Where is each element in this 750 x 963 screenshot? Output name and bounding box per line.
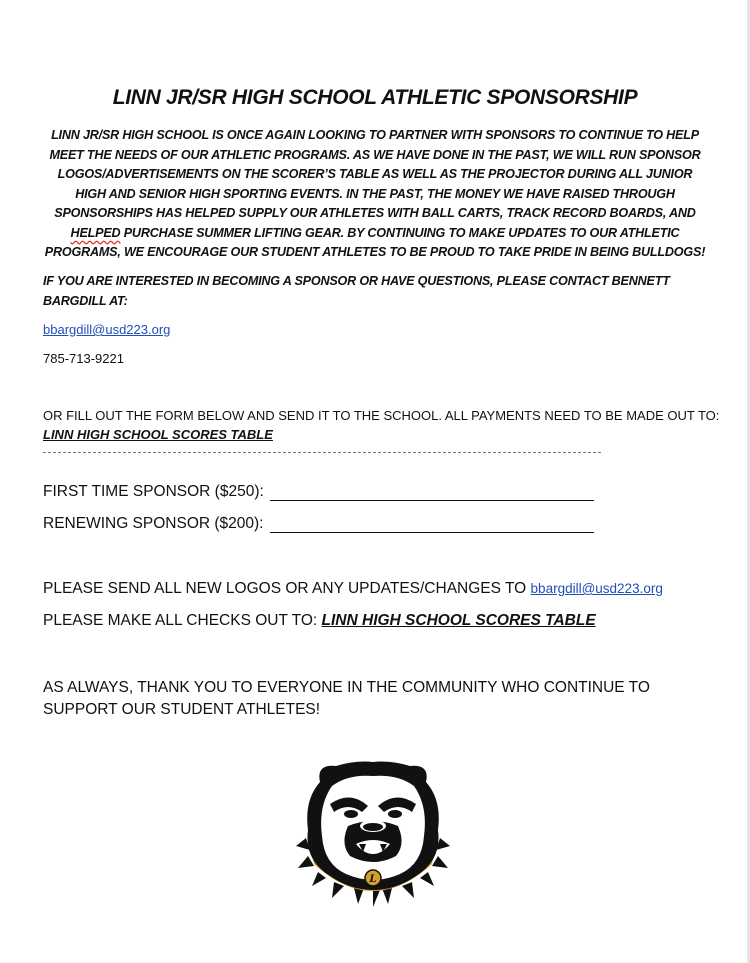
first-time-sponsor-blank[interactable]: [270, 486, 594, 501]
renewing-sponsor-blank[interactable]: [270, 518, 594, 533]
send-updates-line: [43, 580, 663, 598]
fill-out-instructions: [43, 406, 723, 444]
first-time-sponsor-label: FIRST TIME SPONSOR ($250):: [43, 483, 264, 500]
bulldog-mascot-icon: [296, 760, 450, 908]
contact-question: IF YOU ARE INTERESTED IN BECOMING A SPONSOR OR HAVE QUESTIONS, PLEASE CONTACT BENNETT BARGDILL AT:: [43, 274, 670, 308]
checks-payee: LINN HIGH SCHOOL SCORES TABLE: [321, 612, 596, 629]
checks-line: [43, 612, 596, 630]
intro-paragraph: [42, 126, 708, 263]
contact-phone: 785-713-9221: [43, 351, 124, 366]
contact-email-line: [43, 320, 170, 339]
thank-you-message: AS ALWAYS, THANK YOU TO EVERYONE IN THE COMMUNITY WHO CONTINUE TO SUPPORT OUR STUDENT ATHLETES!: [43, 679, 650, 718]
logo-tag-letter: L: [369, 874, 377, 885]
send-updates-email-link[interactable]: bbargdill@usd223.org: [530, 581, 663, 596]
checks-text: PLEASE MAKE ALL CHECKS OUT TO:: [43, 612, 322, 629]
intro-text-start: LINN JR/SR HIGH SCHOOL IS ONCE AGAIN LOOKING TO PARTNER WITH SPONSORS TO CONTINUE TO HELP MEET THE NEEDS OF OUR ATHLETIC PROGRAMS. AS WE HAVE DONE IN THE PAST, WE WILL RUN SPONSOR LOGOS/ADVERTISEMENTS ON THE SCORER’S TABLE AS WELL AS THE PROJECTOR DURING ALL JUNIOR HIGH AND SENIOR HIGH SPORTING EVENTS. IN THE PAST, THE MONEY WE HAVE RAISED THROUGH SPONSORSHIPS HAS HELPED SUPPLY OUR ATHLETES WITH BALL CARTS, TRACK RECORD BOARDS, AND: [49, 128, 701, 220]
contact-email-link[interactable]: bbargdill@usd223.org: [43, 322, 171, 337]
spellcheck-flagged-word: HELPED: [70, 225, 121, 240]
intro-text-end: PURCHASE SUMMER LIFTING GEAR. BY CONTINUING TO MAKE UPDATES TO OUR ATHLETIC PROGRAMS, WE ENCOURAGE OUR STUDENT ATHLETES TO BE PROUD TO TAKE PRIDE IN BEING BULLDOGS!: [44, 225, 706, 259]
cut-line-divider: [43, 452, 601, 453]
renewing-sponsor-label: RENEWING SPONSOR ($200):: [43, 515, 264, 532]
fill-out-text: OR FILL OUT THE FORM BELOW AND SEND IT TO THE SCHOOL. ALL PAYMENTS NEED TO BE MADE OUT TO:: [43, 408, 720, 423]
fill-out-payee: LINN HIGH SCHOOL SCORES TABLE: [43, 427, 273, 442]
send-updates-text: PLEASE SEND ALL NEW LOGOS OR ANY UPDATES/CHANGES TO: [43, 580, 531, 597]
page-title: LINN JR/SR HIGH SCHOOL ATHLETIC SPONSORSHIP: [112, 86, 638, 109]
first-time-sponsor-row: [43, 483, 594, 501]
renewing-sponsor-row: [43, 515, 594, 533]
